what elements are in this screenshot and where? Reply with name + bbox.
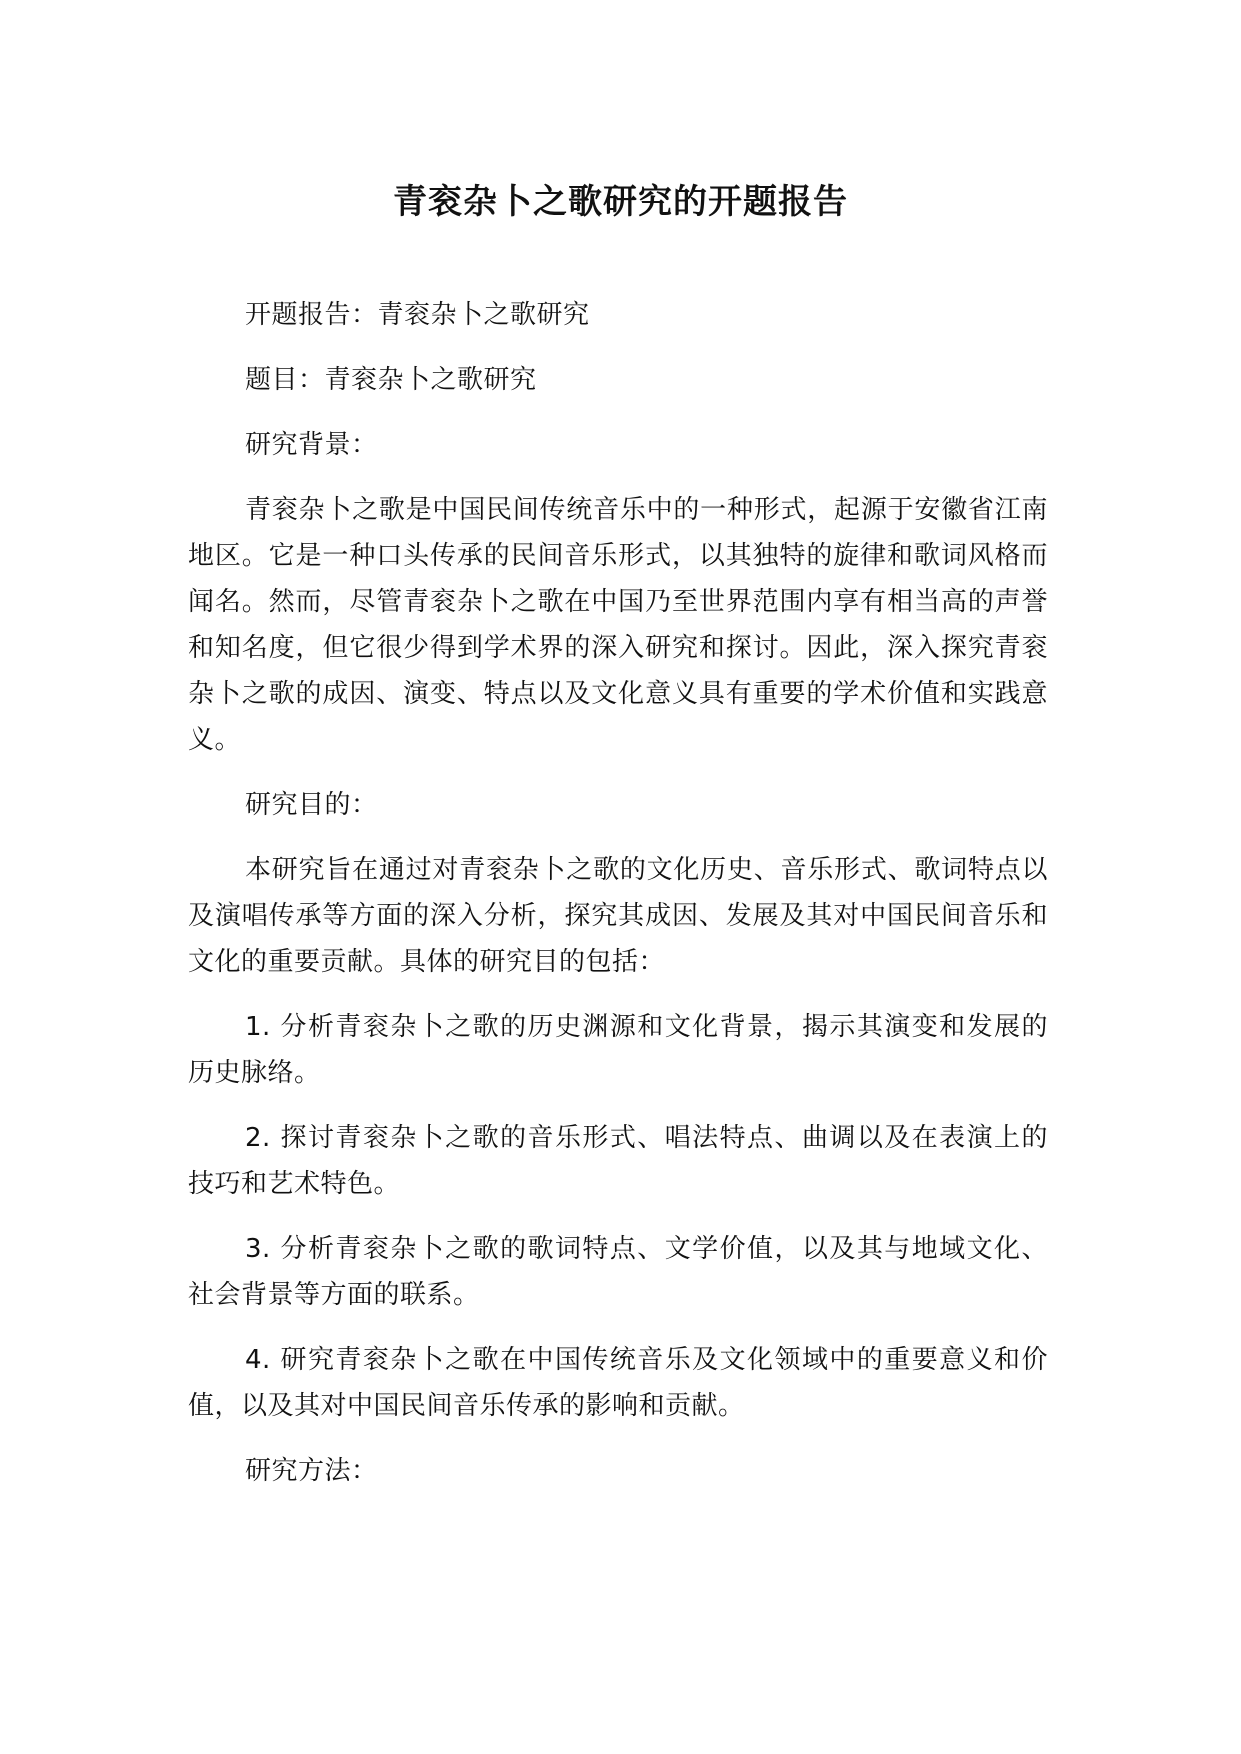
paragraph-background: 青衮杂卜之歌是中国民间传统音乐中的一种形式，起源于安徽省江南地区。它是一种口头传承的民间音乐形式，以其独特的旋律和歌词风格而闻名。然而，尽管青衮杂卜之歌在中国乃至世界范围内享有相当高的声誉和知名度，但它很少得到学术界的深入研究和探讨。因此，深入探究青衮杂卜之歌的成因、演变、特点以及文化意义具有重要的学术价值和实践意义。	[188, 495, 1048, 755]
list-item-purpose-4: 4. 研究青衮杂卜之歌在中国传统音乐及文化领域中的重要意义和价值，以及其对中国民间音乐传承的影响和贡献。	[188, 1345, 1048, 1421]
section-heading-method: 研究方法：	[245, 1456, 378, 1486]
paragraph-topic: 题目：青衮杂卜之歌研究	[245, 365, 537, 395]
section-heading-background: 研究背景：	[245, 430, 378, 460]
list-item-purpose-3: 3. 分析青衮杂卜之歌的歌词特点、文学价值，以及其与地域文化、社会背景等方面的联系。	[188, 1234, 1048, 1310]
paragraph-report-heading: 开题报告：青衮杂卜之歌研究	[245, 300, 590, 330]
list-item-purpose-2: 2. 探讨青衮杂卜之歌的音乐形式、唱法特点、曲调以及在表演上的技巧和艺术特色。	[188, 1123, 1048, 1199]
list-item-purpose-1: 1. 分析青衮杂卜之歌的历史渊源和文化背景，揭示其演变和发展的历史脉络。	[188, 1012, 1048, 1088]
paragraph-purpose: 本研究旨在通过对青衮杂卜之歌的文化历史、音乐形式、歌词特点以及演唱传承等方面的深入分析，探究其成因、发展及其对中国民间音乐和文化的重要贡献。具体的研究目的包括：	[188, 855, 1048, 977]
document-title: 青衮杂卜之歌研究的开题报告	[393, 182, 848, 222]
document-body	[188, 292, 1048, 1513]
section-heading-purpose: 研究目的：	[245, 790, 378, 820]
